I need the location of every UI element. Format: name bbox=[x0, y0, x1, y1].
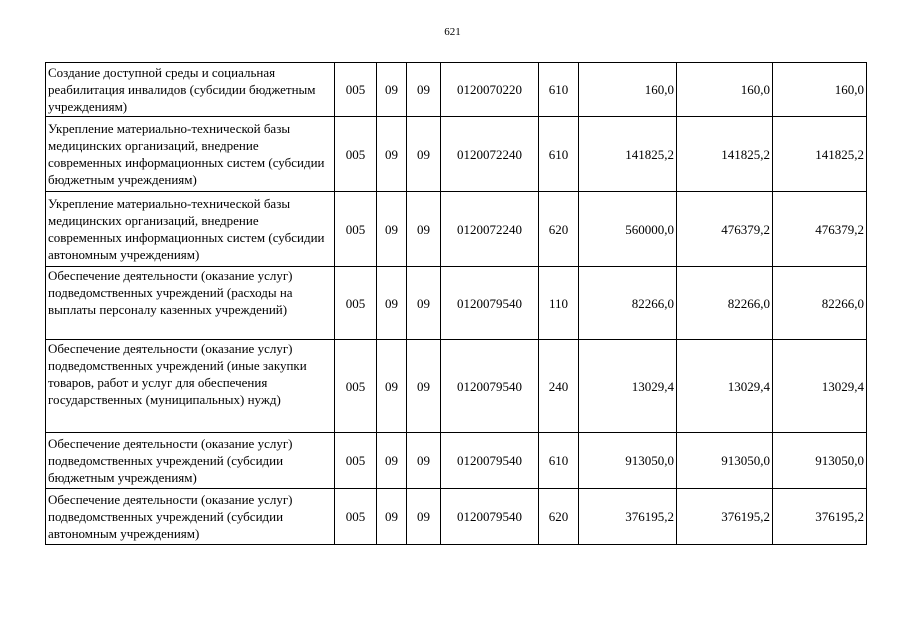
amount-year-3: 160,0 bbox=[773, 63, 867, 117]
target-code: 0120072240 bbox=[441, 117, 539, 192]
row-description: Обеспечение деятельности (оказание услуг) подведомственных учреждений (иные закупки товаров, работ и услуг для обеспечения государственных (муниципальных) нужд) bbox=[46, 340, 335, 433]
ministry-code: 005 bbox=[335, 192, 377, 267]
subsection-code: 09 bbox=[407, 117, 441, 192]
table-row bbox=[46, 117, 867, 192]
section-code: 09 bbox=[377, 267, 407, 340]
section-code: 09 bbox=[377, 489, 407, 545]
table-row bbox=[46, 192, 867, 267]
expense-type-code: 240 bbox=[539, 340, 579, 433]
row-description: Укрепление материально-технической базы медицинских организаций, внедрение современных информационных систем (субсидии бюджетным учреждениям) bbox=[46, 117, 335, 192]
amount-year-3: 141825,2 bbox=[773, 117, 867, 192]
target-code: 0120079540 bbox=[441, 340, 539, 433]
amount-year-2: 13029,4 bbox=[677, 340, 773, 433]
budget-table bbox=[45, 62, 867, 545]
amount-year-1: 376195,2 bbox=[579, 489, 677, 545]
subsection-code: 09 bbox=[407, 267, 441, 340]
amount-year-1: 913050,0 bbox=[579, 433, 677, 489]
subsection-code: 09 bbox=[407, 433, 441, 489]
amount-year-3: 13029,4 bbox=[773, 340, 867, 433]
amount-year-2: 82266,0 bbox=[677, 267, 773, 340]
section-code: 09 bbox=[377, 433, 407, 489]
amount-year-3: 376195,2 bbox=[773, 489, 867, 545]
table-row bbox=[46, 267, 867, 340]
ministry-code: 005 bbox=[335, 63, 377, 117]
amount-year-2: 141825,2 bbox=[677, 117, 773, 192]
expense-type-code: 610 bbox=[539, 63, 579, 117]
amount-year-1: 560000,0 bbox=[579, 192, 677, 267]
target-code: 0120079540 bbox=[441, 433, 539, 489]
expense-type-code: 620 bbox=[539, 489, 579, 545]
section-code: 09 bbox=[377, 117, 407, 192]
ministry-code: 005 bbox=[335, 489, 377, 545]
row-description: Создание доступной среды и социальная реабилитация инвалидов (субсидии бюджетным учреждениям) bbox=[46, 63, 335, 117]
section-code: 09 bbox=[377, 63, 407, 117]
ministry-code: 005 bbox=[335, 340, 377, 433]
row-description: Обеспечение деятельности (оказание услуг) подведомственных учреждений (субсидии автономным учреждениям) bbox=[46, 489, 335, 545]
amount-year-2: 913050,0 bbox=[677, 433, 773, 489]
table-row bbox=[46, 340, 867, 433]
row-description: Укрепление материально-технической базы медицинских организаций, внедрение современных информационных систем (субсидии автономным учреждениям) bbox=[46, 192, 335, 267]
subsection-code: 09 bbox=[407, 192, 441, 267]
expense-type-code: 110 bbox=[539, 267, 579, 340]
section-code: 09 bbox=[377, 340, 407, 433]
target-code: 0120070220 bbox=[441, 63, 539, 117]
amount-year-3: 476379,2 bbox=[773, 192, 867, 267]
table-row bbox=[46, 489, 867, 545]
subsection-code: 09 bbox=[407, 63, 441, 117]
table-row bbox=[46, 63, 867, 117]
expense-type-code: 610 bbox=[539, 433, 579, 489]
amount-year-2: 476379,2 bbox=[677, 192, 773, 267]
expense-type-code: 610 bbox=[539, 117, 579, 192]
amount-year-1: 141825,2 bbox=[579, 117, 677, 192]
table-row bbox=[46, 433, 867, 489]
section-code: 09 bbox=[377, 192, 407, 267]
row-description: Обеспечение деятельности (оказание услуг) подведомственных учреждений (субсидии бюджетным учреждениям) bbox=[46, 433, 335, 489]
subsection-code: 09 bbox=[407, 340, 441, 433]
amount-year-2: 160,0 bbox=[677, 63, 773, 117]
expense-type-code: 620 bbox=[539, 192, 579, 267]
amount-year-3: 913050,0 bbox=[773, 433, 867, 489]
target-code: 0120079540 bbox=[441, 489, 539, 545]
amount-year-1: 160,0 bbox=[579, 63, 677, 117]
page-number: 621 bbox=[444, 26, 461, 38]
amount-year-1: 13029,4 bbox=[579, 340, 677, 433]
ministry-code: 005 bbox=[335, 117, 377, 192]
ministry-code: 005 bbox=[335, 433, 377, 489]
subsection-code: 09 bbox=[407, 489, 441, 545]
target-code: 0120079540 bbox=[441, 267, 539, 340]
amount-year-1: 82266,0 bbox=[579, 267, 677, 340]
ministry-code: 005 bbox=[335, 267, 377, 340]
row-description: Обеспечение деятельности (оказание услуг) подведомственных учреждений (расходы на выплаты персоналу казенных учреждений) bbox=[46, 267, 335, 340]
target-code: 0120072240 bbox=[441, 192, 539, 267]
amount-year-2: 376195,2 bbox=[677, 489, 773, 545]
amount-year-3: 82266,0 bbox=[773, 267, 867, 340]
